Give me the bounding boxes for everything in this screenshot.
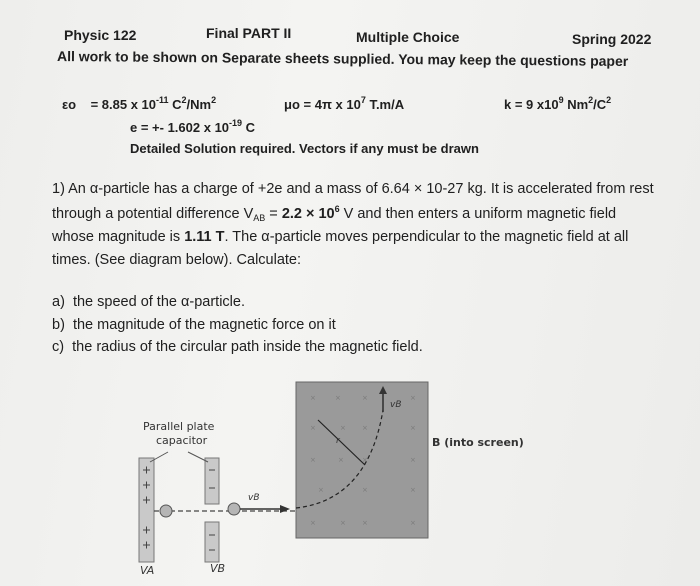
svg-text:×: ×	[362, 486, 368, 494]
svg-text:×: ×	[410, 394, 416, 402]
svg-text:×: ×	[335, 394, 341, 402]
exit-velocity-label: vB	[390, 400, 402, 410]
particle-start	[160, 505, 172, 517]
svg-text:×: ×	[410, 456, 416, 464]
svg-text:×: ×	[310, 424, 316, 432]
capacitor-label-2: capacitor	[156, 434, 208, 447]
exam-term: Spring 2022	[572, 31, 652, 47]
svg-text:×: ×	[410, 486, 416, 494]
svg-text:×: ×	[318, 486, 324, 494]
svg-text:×: ×	[310, 394, 316, 402]
particle-exit	[228, 503, 240, 515]
svg-text:×: ×	[362, 394, 368, 402]
svg-text:×: ×	[338, 456, 344, 464]
plate-b-top	[205, 458, 219, 504]
part-a: a) the speed of the α-particle.	[52, 294, 245, 310]
vb-label: VB	[210, 562, 226, 575]
exam-title: Final PART II	[206, 25, 292, 41]
svg-text:×: ×	[362, 424, 368, 432]
instructions: All work to be shown on Separate sheets supplied. You may keep the questions paper	[56, 48, 629, 69]
svg-text:×: ×	[310, 456, 316, 464]
svg-text:×: ×	[410, 519, 416, 527]
svg-text:×: ×	[340, 519, 346, 527]
svg-text:×: ×	[362, 519, 368, 527]
radius-label: r	[336, 436, 340, 446]
plate-b-bottom	[205, 522, 219, 562]
part-c: c) the radius of the circular path inside the magnetic field.	[52, 339, 423, 355]
solution-note: Detailed Solution required. Vectors if any must be drawn	[130, 141, 479, 156]
question-line-1: 1) An α-particle has a charge of +2e and a mass of 6.64 × 10-27 kg. It is accelerated from rest	[52, 181, 654, 197]
svg-text:×: ×	[340, 424, 346, 432]
svg-text:×: ×	[410, 424, 416, 432]
course-title: Physic 122	[64, 27, 137, 43]
field-label: B (into screen)	[432, 436, 524, 449]
capacitor-label-1: Parallel plate	[143, 420, 215, 433]
epsilon-constant: εo = 8.85 x $10^{-11}$ $C^2/Nm^2$	[62, 95, 217, 112]
svg-text:×: ×	[362, 456, 368, 464]
svg-text:×: ×	[310, 519, 316, 527]
entry-velocity-label: vB	[248, 493, 260, 503]
k-constant: k = 9 $x10^9$ $Nm^2/C^2$	[504, 95, 612, 112]
question-line-2: through a potential difference $V_{AB} = 2.2 \times 10^6$ V and then enters a uniform magnetic field	[52, 204, 617, 223]
exam-type: Multiple Choice	[356, 29, 460, 45]
part-b: b) the magnitude of the magnetic force on it	[52, 317, 336, 333]
question-line-3: whose magnitude is 1.11 T. The α-particle moves perpendicular to the magnetic field at all	[52, 229, 629, 245]
question-line-4: times. (See diagram below). Calculate:	[52, 252, 302, 268]
electron-charge: e = +- 1.602 x $10^{-19}$ C	[130, 118, 256, 135]
mu-constant: μo = 4π x $10^7$ T.m/A	[284, 95, 405, 112]
va-label: VA	[140, 564, 155, 577]
